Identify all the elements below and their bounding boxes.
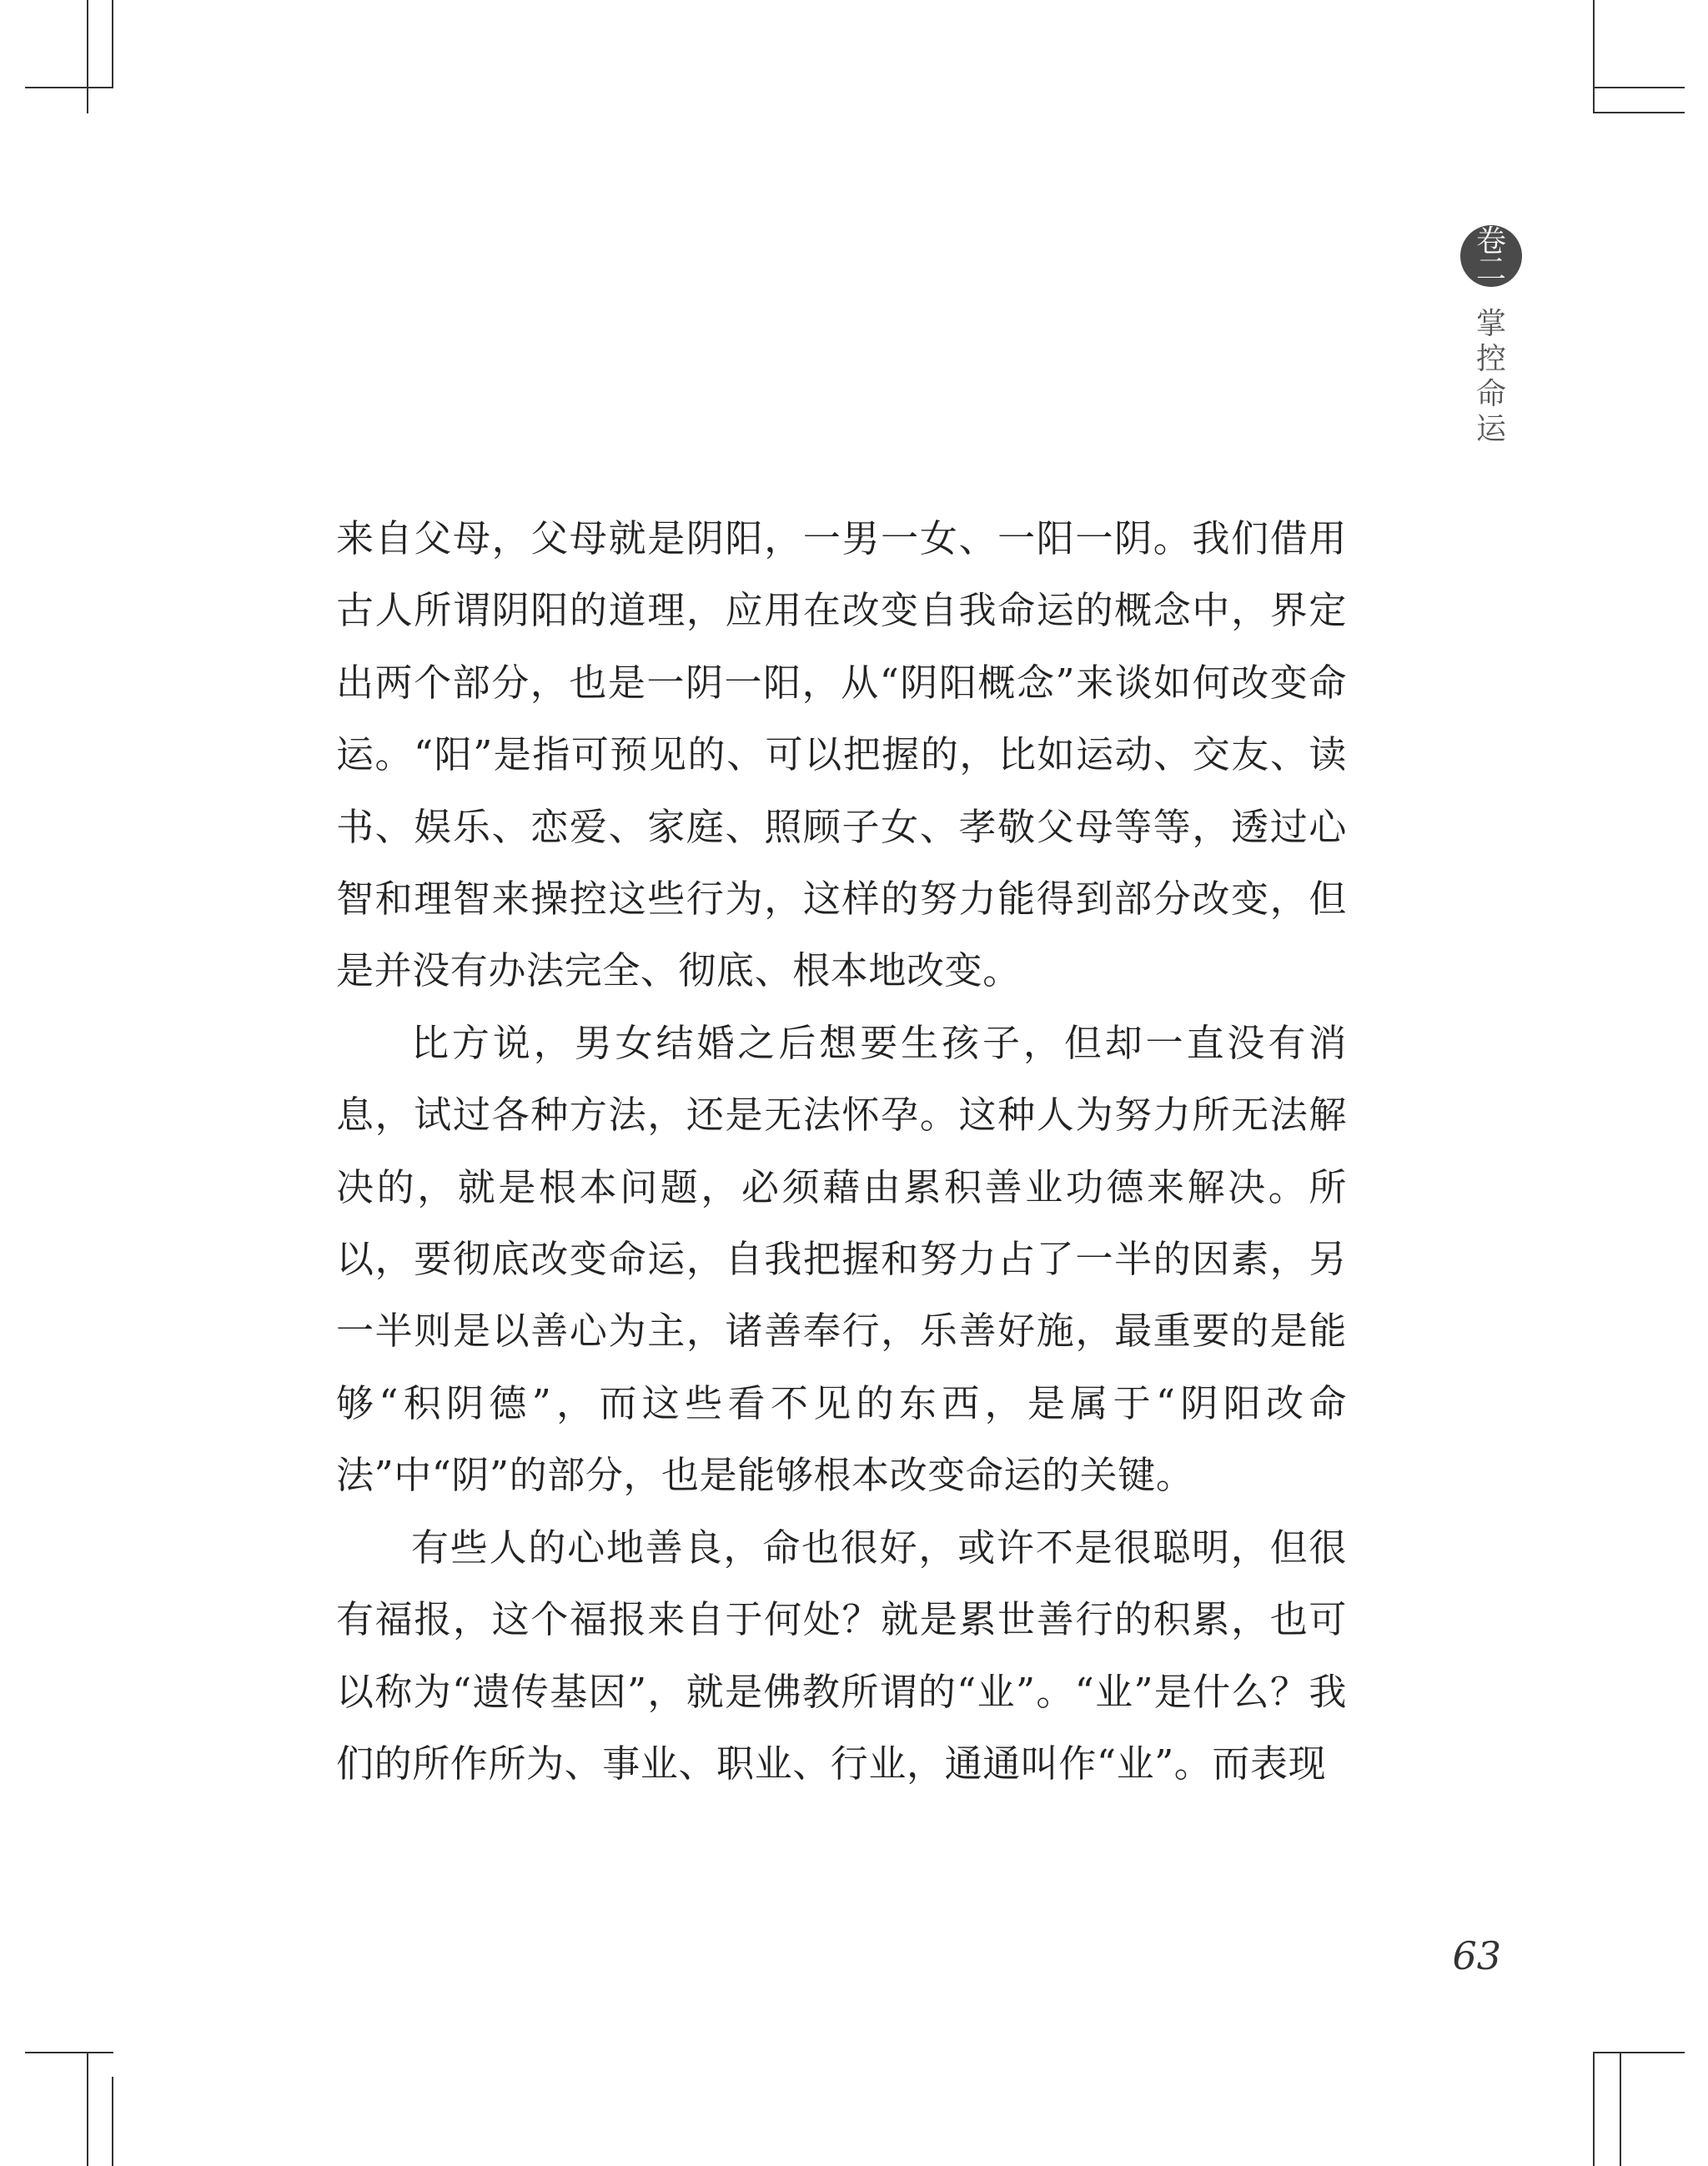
crop-mark-bottom-right-vertical <box>1593 2052 1595 2166</box>
crop-mark-bottom-right-horizontal <box>1593 2052 1685 2053</box>
crop-mark-top-left-inner-vertical <box>112 0 113 88</box>
crop-mark-top-right-inner-horizontal <box>1593 112 1685 113</box>
volume-badge-char-2: 二 <box>1475 253 1506 287</box>
crop-mark-top-right-horizontal <box>1593 87 1685 88</box>
crop-mark-top-left-vertical <box>87 0 88 113</box>
crop-mark-top-right-vertical <box>1593 0 1595 113</box>
page-number: 63 <box>1452 1933 1501 1978</box>
paragraph-3: 有些人的心地善良，命也很好，或许不是很聪明，但很有福报，这个福报来自于何处？就是累世善行的积累，也可以称为“遗传基因”，就是佛教所谓的“业”。“业”是什么？我们的所作所为、事业、职业、行业，通通叫作“业”。而表现 <box>336 1525 1347 1786</box>
body-text <box>336 503 1347 1800</box>
crop-mark-bottom-left-inner-vertical <box>112 2077 113 2166</box>
crop-mark-bottom-left-vertical <box>87 2052 88 2166</box>
crop-mark-top-left-horizontal <box>25 87 113 88</box>
volume-badge <box>1460 225 1522 287</box>
paragraph-1: 来自父母，父母就是阴阳，一男一女、一阳一阴。我们借用古人所谓阴阳的道理，应用在改变自我命运的概念中，界定出两个部分，也是一阴一阳，从“阴阳概念”来谈如何改变命运。“阳”是指可预见的、可以把握的，比如运动、交友、读书、娱乐、恋爱、家庭、照顾子女、孝敬父母等等，透过心智和理智来操控这些行为，这样的努力能得到部分改变，但是并没有办法完全、彻底、根本地改变。 <box>336 516 1347 993</box>
volume-badge-char-1: 卷 <box>1475 224 1506 259</box>
chapter-side-tab <box>1458 225 1525 447</box>
chapter-title: 掌控命运 <box>1475 307 1506 446</box>
crop-mark-bottom-right-inner-vertical <box>1620 2052 1621 2166</box>
paragraph-2: 比方说，男女结婚之后想要生孩子，但却一直没有消息，试过各种方法，还是无法怀孕。这种人为努力所无法解决的，就是根本问题，必须藉由累积善业功德来解决。所以，要彻底改变命运，自我把握和努力占了一半的因素，另一半则是以善心为主，诸善奉行，乐善好施，最重要的是能够“积阴德”，而这些看不见的东西，是属于“阴阳改命法”中“阴”的部分，也是能够根本改变命运的关键。 <box>336 1020 1347 1498</box>
crop-mark-bottom-left-horizontal <box>25 2052 113 2053</box>
